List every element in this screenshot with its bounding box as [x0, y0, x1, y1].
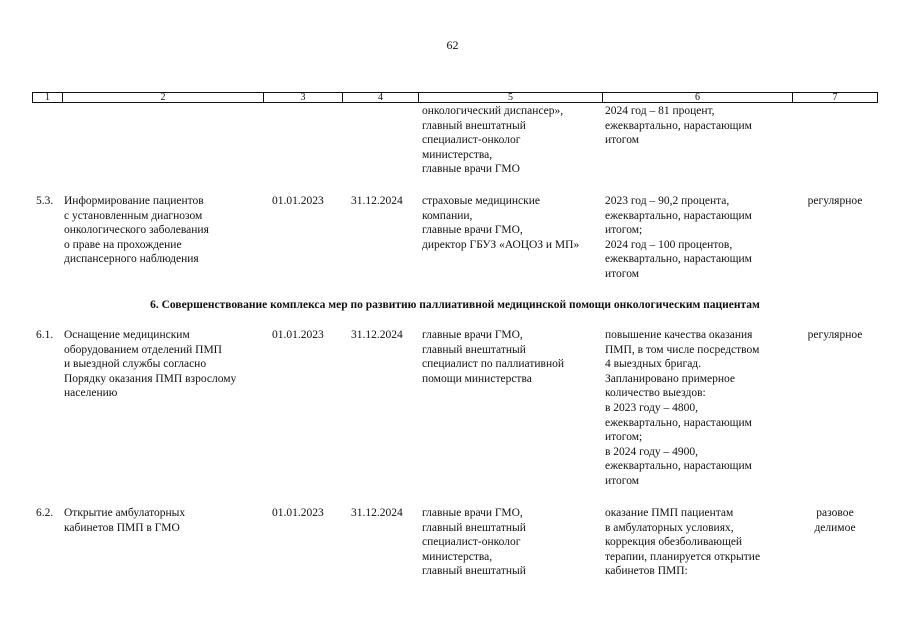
end-date: 31.12.2024 [351, 195, 403, 207]
activity-name: Открытие амбулаторных кабинетов ПМП в ГМО [64, 507, 186, 534]
header-col-2: 2 [160, 92, 166, 103]
indicator: оказание ПМП пациентам в амбулаторных условиях, коррекция обезболивающей терапии, планируется открытие кабинетов ПМП: [605, 507, 761, 578]
header-col-1: 1 [45, 92, 50, 103]
header-col-5: 5 [508, 92, 513, 103]
row-number: 6.2. [36, 507, 54, 519]
continuation-executors: онкологический диспансер», главный внештатный специалист-онколог министерства, главные врачи ГМО [422, 105, 564, 176]
start-date: 01.01.2023 [272, 329, 324, 341]
executors: страховые медицинские компании, главные врачи ГМО, директор ГБУЗ «АОЦОЗ и МП» [422, 195, 580, 251]
end-date: 31.12.2024 [351, 507, 403, 519]
activity-name: Информирование пациентов с установленным диагнозом онкологического заболевания о праве на прохождение диспансерного наблюдения [64, 195, 209, 266]
table-header-row [32, 92, 878, 103]
end-date: 31.12.2024 [351, 329, 403, 341]
page-number: 62 [446, 38, 459, 52]
header-col-3: 3 [300, 92, 306, 103]
row-number: 5.3. [36, 195, 54, 207]
header-col-6: 6 [695, 92, 700, 103]
periodicity: регулярное [807, 329, 863, 341]
continuation-indicator: 2024 год – 81 процент, ежеквартально, нарастающим итогом [605, 105, 752, 147]
indicator: повышение качества оказания ПМП, в том числе посредством 4 выездных бригад. Запланировано примерное количество выездов: в 2023 году – 4800, ежеквартально, нарастающим итогом; в 2024 году – 4900, ежеквартально, нарастающим итогом [605, 329, 760, 487]
section-heading: 6. Совершенствование комплекса мер по развитию паллиативной медицинской помощи онкологическим пациентам [150, 299, 760, 311]
executors: главные врачи ГМО, главный внештатный специалист по паллиативной помощи министерства [422, 329, 565, 385]
executors: главные врачи ГМО, главный внештатный специалист-онколог министерства, главный внештатный [422, 507, 526, 578]
header-col-7: 7 [832, 92, 838, 103]
indicator: 2023 год – 90,2 процента, ежеквартально, нарастающим итогом; 2024 год – 100 процентов, ежеквартально, нарастающим итогом [605, 195, 752, 280]
header-col-4: 4 [378, 92, 383, 103]
start-date: 01.01.2023 [272, 195, 324, 207]
periodicity: разовое делимое [814, 507, 856, 534]
activity-name: Оснащение медицинским оборудованием отделений ПМП и выездной службы согласно Порядку оказания ПМП взрослому населению [64, 329, 237, 400]
periodicity: регулярное [807, 195, 863, 207]
start-date: 01.01.2023 [272, 507, 324, 519]
row-number: 6.1. [36, 329, 54, 341]
